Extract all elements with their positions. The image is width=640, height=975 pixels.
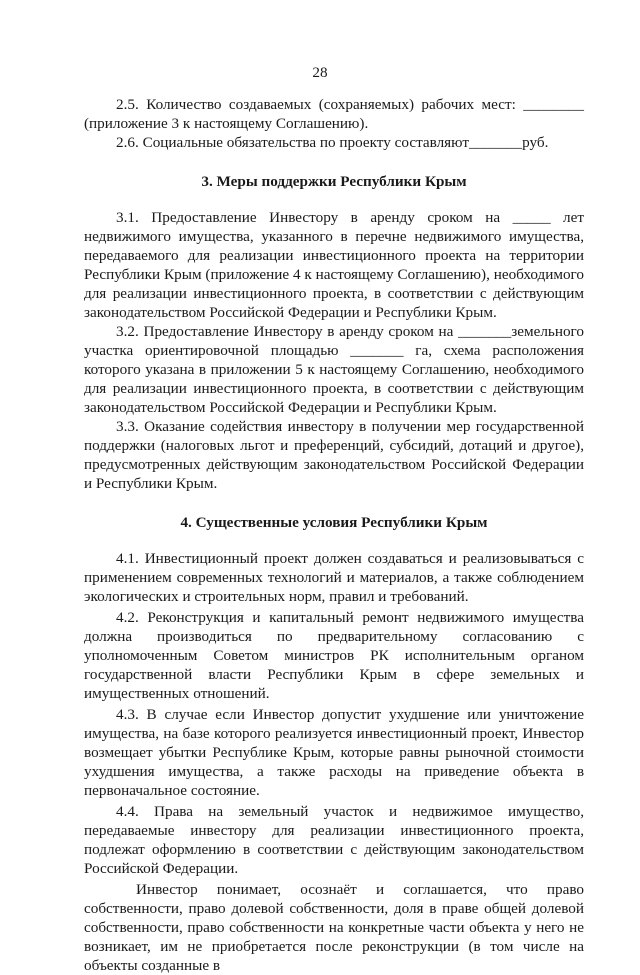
paragraph-investor: Инвестор понимает, осознаёт и соглашается, что право собственности, право долевой собственности, доля в праве общей долевой собственности, право собственности на конкретные части объекта у него не возникает, им не приобретается после реконструкции (в том числе на объекты созданные в — [84, 881, 584, 974]
paragraph-3-3: 3.3. Оказание содействия инвестору в получении мер государственной поддержки (налоговых льгот и преференций, субсидий, дотаций и другое), предусмотренных действующим законодательством Российской Федерации и Республики Крым. — [84, 418, 584, 492]
paragraph-4-1: 4.1. Инвестиционный проект должен создаваться и реализовываться с применением современных технологий и материалов, а также соблюдением экологических и строительных норм, правил и требований. — [84, 550, 584, 605]
paragraph-2-6: 2.6. Социальные обязательства по проекту составляют_______руб. — [116, 134, 549, 151]
paragraph-2-5: 2.5. Количество создаваемых (сохраняемых) рабочих мест: ________ (приложение 3 к настоящему Соглашению). — [84, 96, 584, 132]
section-4-heading: 4. Существенные условия Республики Крым — [180, 514, 488, 531]
paragraph-3-1: 3.1. Предоставление Инвестору в аренду сроком на _____ лет недвижимого имущества, указанного в перечне недвижимого имущества, передаваемого для реализации инвестиционного проекта на территории Республики Крым (приложение 4 к настоящему Соглашению), необходимого для реализации инвестиционного проекта, в соответствии с действующим законодательством Российской Федерации и Республики Крым. — [84, 209, 584, 321]
document-body — [84, 95, 584, 975]
paragraph-4-2: 4.2. Реконструкция и капитальный ремонт недвижимого имущества должна производиться по предварительному согласованию с уполномоченным Советом министров РК исполнительным органом государственной власти Республики Крым в сфере земельных и имущественных отношений. — [84, 609, 584, 702]
paragraph-4-4: 4.4. Права на земельный участок и недвижимое имущество, передаваемые инвестору для реализации инвестиционного проекта, подлежат оформлению в соответствии с действующим законодательством Российской Федерации. — [84, 803, 584, 877]
page-number: 28 — [312, 64, 328, 81]
paragraph-4-3: 4.3. В случае если Инвестор допустит ухудшение или уничтожение имущества, на базе которого реализуется инвестиционный проект, Инвестор возмещает убытки Республике Крым, которые равны рыночной стоимости ухудшения имущества, а также расходы на приведение объекта в первоначальное состояние. — [84, 706, 584, 799]
paragraph-3-2: 3.2. Предоставление Инвестору в аренду сроком на _______земельного участка ориентировочной площадью _______ га, схема расположения которого указана в приложении 5 к настоящему Соглашению, необходимого для реализации инвестиционного проекта, в соответствии с действующим законодательством Российской Федерации и Республики Крым. — [84, 323, 584, 416]
section-3-heading: 3. Меры поддержки Республики Крым — [201, 173, 467, 190]
